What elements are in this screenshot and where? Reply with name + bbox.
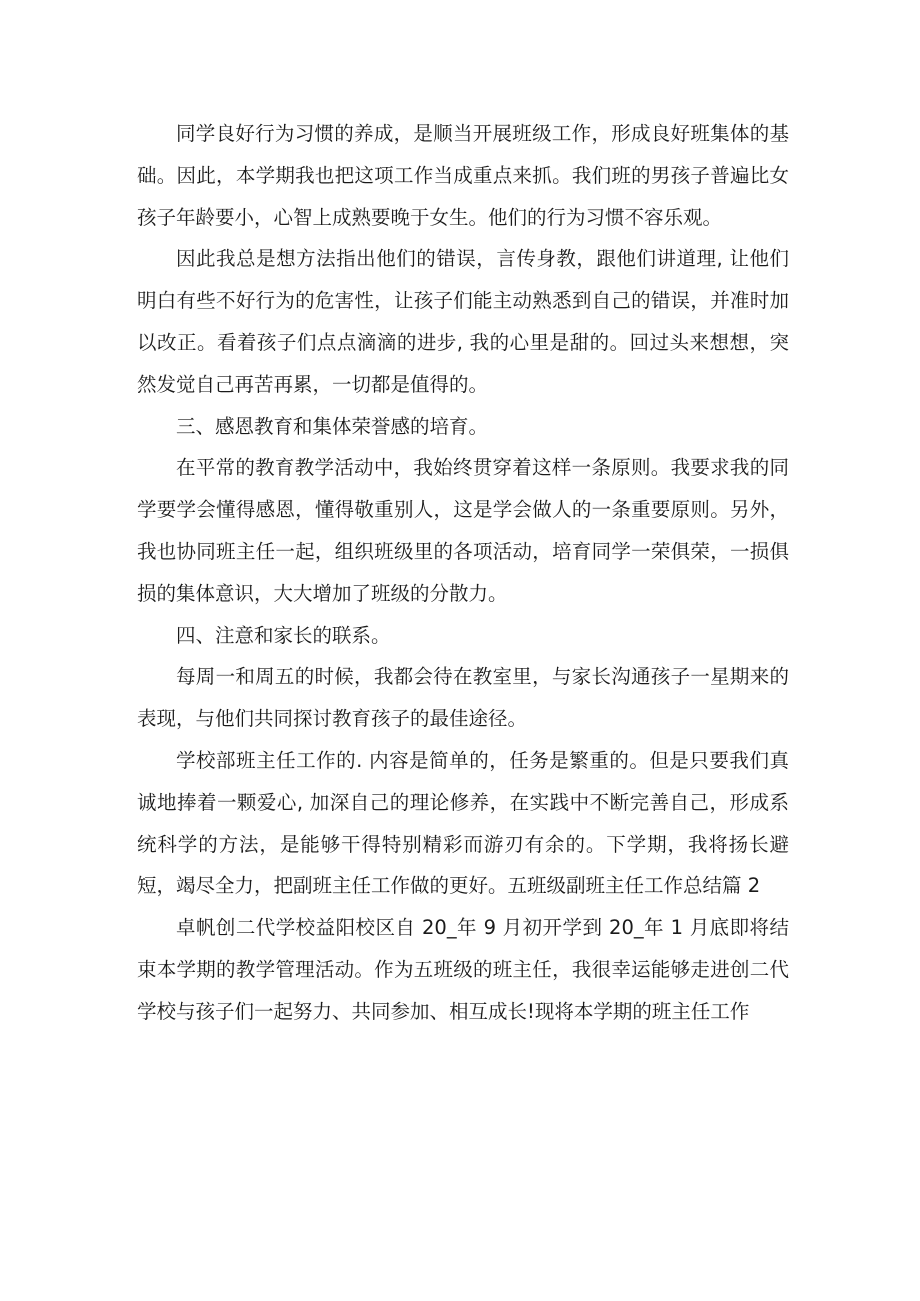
paragraph-habits: 同学良好行为习惯的养成，是顺当开展班级工作，形成良好班集体的基础。因此，本学期我也把这项工作当成重点来抓。我们班的男孩子普遍比女孩子年龄要小，心智上成熟要晚于女生。他们的行为习惯不容乐观。 xyxy=(137,122,789,229)
section-heading-gratitude: 三、感恩教育和集体荣誉感的培育。 xyxy=(176,414,489,438)
paragraph-parents: 每周一和周五的时候，我都会待在教室里，与家长沟通孩子一星期来的表现，与他们共同探讨教育孩子的最佳途径。 xyxy=(137,665,789,731)
document-body xyxy=(137,113,789,1033)
section-heading-parents: 四、注意和家长的联系。 xyxy=(176,623,391,647)
paragraph-summary: 学校部班主任工作的. 内容是简单的，任务是繁重的。但是只要我们真诚地捧着一颗爱心, 加深自己的理论修养，在实践中不断完善自己，形成系统科学的方法，是能够干得特别精彩而游刃有余的。下学期，我将扬长避短，竭尽全力，把副班主任工作做的更好。五班级副班主任工作总结篇 2 xyxy=(137,748,789,898)
paragraph-teaching-method: 因此我总是想方法指出他们的错误，言传身教，跟他们讲道理, 让他们明白有些不好行为的危害性，让孩子们能主动熟悉到自己的错误，并准时加以改正。看着孩子们点点滴滴的进步, 我的心里是甜的。回过头来想想，突然发觉自己再苦再累，一切都是值得的。 xyxy=(137,247,789,396)
paragraph-gratitude: 在平常的教育教学活动中，我始终贯穿着这样一条原则。我要求我的同学要学会懂得感恩，懂得敬重别人，这是学会做人的一条重要原则。另外，我也协同班主任一起，组织班级里的各项活动，培育同学一荣俱荣，一损俱损的集体意识，大大增加了班级的分散力。 xyxy=(137,456,789,605)
paragraph-report-2-intro: 卓帆创二代学校益阳校区自 20_年 9 月初开学到 20_年 1 月底即将结束本学期的教学管理活动。作为五班级的班主任，我很幸运能够走进创二代学校与孩子们一起努力、共同参加、相互成长!现将本学期的班主任工作 xyxy=(137,916,789,1023)
